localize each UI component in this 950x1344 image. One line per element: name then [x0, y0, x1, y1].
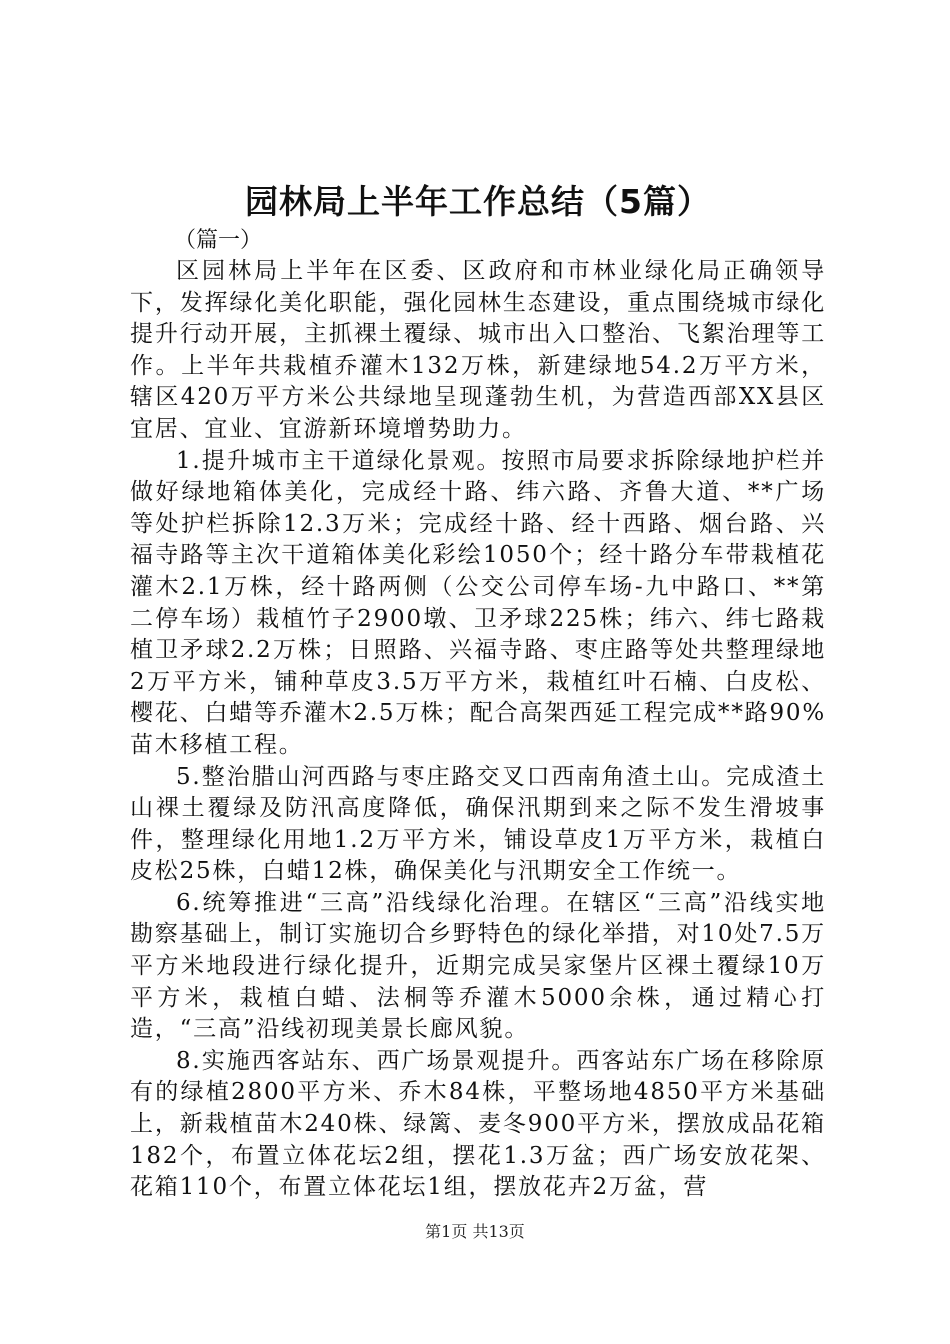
paragraph-item-6: 6.统筹推进“三高”沿线绿化治理。在辖区“三高”沿线实地勘察基础上，制订实施切合乡野特色的绿化举措，对10处7.5万平方米地段进行绿化提升，近期完成吴家堡片区裸土覆绿10万平方米，栽植白蜡、法桐等乔灌木5000余株，通过精心打造，“三高”沿线初现美景长廊风貌。: [130, 889, 826, 1043]
paragraph-item-8: 8.实施西客站东、西广场景观提升。西客站东广场在移除原有的绿植2800平方米、乔木84株，平整场地4850平方米基础上，新栽植苗木240株、绿篱、麦冬900平方米，摆放成品花箱182个，布置立体花坛2组，摆花1.3万盆；西广场安放花架、花箱110个，布置立体花坛1组，摆放花卉2万盆，营: [130, 1047, 826, 1201]
page-footer: 第1页 共13页: [425, 1222, 525, 1241]
document-page: [130, 180, 826, 1204]
document-title: 园林局上半年工作总结（5篇）: [245, 182, 711, 221]
paragraph-item-5: 5.整治腊山河西路与枣庄路交叉口西南角渣土山。完成渣土山裸土覆绿及防汛高度降低，确保汛期到来之际不发生滑坡事件，整理绿化用地1.2万平方米，铺设草皮1万平方米，栽植白皮松25株，白蜡12株，确保美化与汛期安全工作统一。: [130, 763, 826, 885]
paragraph-intro: 区园林局上半年在区委、区政府和市林业绿化局正确领导下，发挥绿化美化职能，强化园林生态建设，重点围绕城市绿化提升行动开展，主抓裸土覆绿、城市出入口整治、飞絮治理等工作。上半年共栽植乔灌木132万株，新建绿地54.2万平方米，辖区420万平方米公共绿地呈现蓬勃生机，为营造西部XX县区宜居、宜业、宜游新环境增势助力。: [130, 258, 826, 442]
paragraph-item-1: 1.提升城市主干道绿化景观。按照市局要求拆除绿地护栏并做好绿地箱体美化，完成经十路、纬六路、齐鲁大道、**广场等处护栏拆除12.3万米；完成经十路、经十西路、烟台路、兴福寺路等主次干道箱体美化彩绘1050个；经十路分车带栽植花灌木2.1万株，经十路两侧（公交公司停车场-九中路口、**第二停车场）栽植竹子2900墩、卫矛球225株；纬六、纬七路栽植卫矛球2.2万株；日照路、兴福寺路、枣庄路等处共整理绿地2万平方米，铺种草皮3.5万平方米，栽植红叶石楠、白皮松、樱花、白蜡等乔灌木2.5万株；配合高架西延工程完成**路90%苗木移植工程。: [130, 447, 826, 758]
section-label: （篇一）: [174, 228, 263, 253]
